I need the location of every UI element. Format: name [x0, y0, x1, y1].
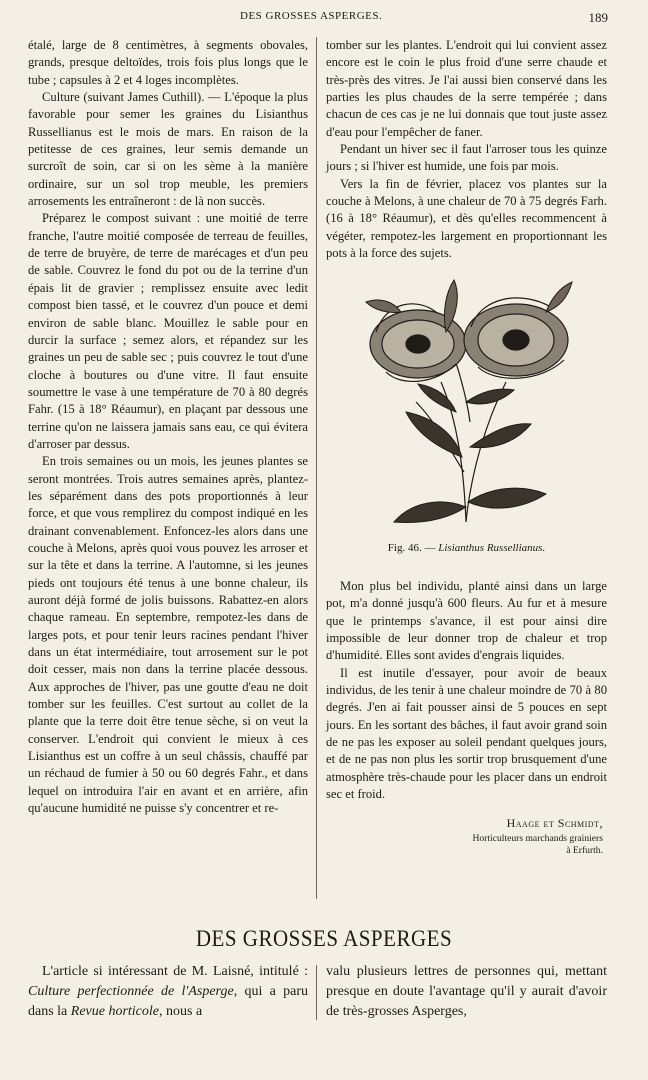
paragraph: Pendant un hiver sec il faut l'arroser tous les quinze jours ; si l'hiver est humide, une fois par mois. — [326, 142, 607, 174]
column-divider — [316, 37, 317, 899]
figure-illustration — [326, 272, 607, 534]
paragraph: En trois semaines ou un mois, les jeunes plantes se seront montrées. Trois autres semaines après, plantez-les séparément dans des pots proportionnés à leur force, et que vous remplirez du compost indiqué en les drainant convenablement. Enfoncez-les alors dans une couche à Melons, après quoi vous pouvez les arroser et sur la tête et dans la terrine. A l'automne, si les jeunes pieds ont toujours été tenus à une bonne chaleur, ils auront déjà formé de jolis buissons. Rabattez-en alors chaque rameau. En septembre, rempotez-les dans de larges pots, et pour tenir leurs racines pendant l'hiver dans un état intermédiaire, tout arrosement sur le pot doit cesser, mais non dans la terrine placée dessous. Aux approches de l'hiver, pas une goutte d'eau ne doit tomber sur les feuilles. C'est surtout au collet de la plante que la terre doit être tenue sèche, si on veut la conserver. L'endroit qui convient le mieux à ces Lisianthus est un coffre à un seul châssis, chauffé par un réchaud de fumier à 50 ou 60 degrés Fahr., et dans lequel on introduira l'air en avant et en arrière, afin qu'aucune humidité ne puisse s'y concentrer et re- — [28, 454, 308, 816]
running-head: DES GROSSES ASPERGES. — [240, 10, 383, 22]
paragraph: Vers la fin de février, placez vos plantes sur la couche à Melons, à une chaleur de 70 à 75 degrés Farh. (16 à 18° Réaumur), et dès qu'elles recommencent à végéter, rempotez-les largement en proportionnant les pots à la force des sujets. — [326, 176, 607, 261]
left-column — [28, 37, 308, 817]
signature-name: Haage et Schmidt, — [506, 816, 603, 831]
right-column — [326, 37, 607, 857]
section-right-column — [326, 962, 607, 1022]
journal-name: Revue horticole — [70, 1004, 160, 1019]
article-title: Culture perfectionnée de l'Asperge — [28, 984, 234, 999]
lisianthus-flower-engraving — [346, 272, 586, 534]
caption-species: Lisianthus Russellianus. — [438, 542, 546, 555]
paragraph: valu plusieurs lettres de personnes qui, mettant presque en doute l'avantage qu'il y aurait d'avoir de très-grosses Asperges, — [326, 964, 607, 1019]
paragraph — [28, 962, 308, 1022]
intro-text: , qui a paru dans la — [28, 984, 309, 1019]
section-title: DES GROSSES ASPERGES — [195, 924, 453, 952]
caption-prefix: Fig. 46. — — [387, 542, 439, 555]
paragraph: Il est inutile d'essayer, pour avoir de beaux individus, de les tenir à une chaleur moindre de 70 à 80 degrés. J'en ai fait pousser ainsi de 5 pouces en sept jours. En les sortant des bâches, il faut avoir grand soin de ne pas les exposer au soleil pendant quelques jours, et de ne pas non plus les sortir trop brusquement d'une atmosphère très-chaude pour les placer dans un endroit sec et froid. — [326, 665, 607, 801]
paragraph: Préparez le compost suivant : une moitié de terre franche, l'autre moitié composée de terreau de feuilles, de terre de bruyère, de terre de marécages et d'un peu de sable. Couvrez le fond du pot ou de la terrine d'un épais lit de gravier ; remplissez ensuite avec ledit compost bien tassé, et le couvrez d'un pouce et demi environ de sable blanc. Mouillez le sable pour en durcir la surface ; semez alors, et répandez sur les graines un peu de sable sec ; puis couvrez le tout d'une cloche à boutures ou d'une vitre. Il faut ensuite soumettre le vase à une température de 70 à 80 degrés Fahr. (15 à 18° Réaumur), en plaçant par dessous une terrine qu'on ne laissera jamais sans eau, ce qui évitera d'arroser par dessus. — [28, 211, 308, 451]
paragraph: Culture (suivant James Cuthill). — L'époque la plus favorable pour semer les graines du Lisianthus Russellianus est le mois de mars. En raison de la petitesse de ces graines, leur semis demande un surcroît de soin, car si on les sème à la manière ordinaire, sur un sol trop meuble, les premiers arrosements les entraîneront : de là non succès. — [28, 90, 308, 209]
paragraph: Mon plus bel individu, planté ainsi dans un large pot, m'a donné jusqu'à 600 fleurs. Au fur et à mesure que le printemps s'avance, il est pour ainsi dire impossible de leur donner trop de chaleur et trop d'humidité. Elles sont avides d'engrais liquides. — [326, 578, 607, 663]
section-left-column — [28, 962, 308, 1022]
intro-text: , nous a — [159, 1004, 203, 1019]
page-number: 189 — [588, 10, 608, 25]
column-divider — [316, 965, 317, 1020]
paragraph: étalé, large de 8 centimètres, à segments obovales, grands, presque deltoïdes, trois fois plus longs que le tube ; capsules à 2 et 4 loges incomplètes. — [28, 38, 308, 87]
intro-text: L'article si intéressant de M. Laisné, intitulé : — [42, 964, 308, 979]
signature-place: à Erfurth. — [566, 844, 603, 856]
figure-caption — [326, 540, 607, 557]
signature-profession: Horticulteurs marchands grainiers — [472, 832, 603, 844]
paragraph: tomber sur les plantes. L'endroit qui lui convient assez encore est le coin le plus froid d'une serre chaude et très-près des vitres. Je l'ai aussi bien conservé dans les parties les plus chaudes de la serre tempérée ; dans chacun de ces cas je ne lui donnais que tout juste assez d'eau pour l'empêcher de faner. — [326, 38, 607, 139]
